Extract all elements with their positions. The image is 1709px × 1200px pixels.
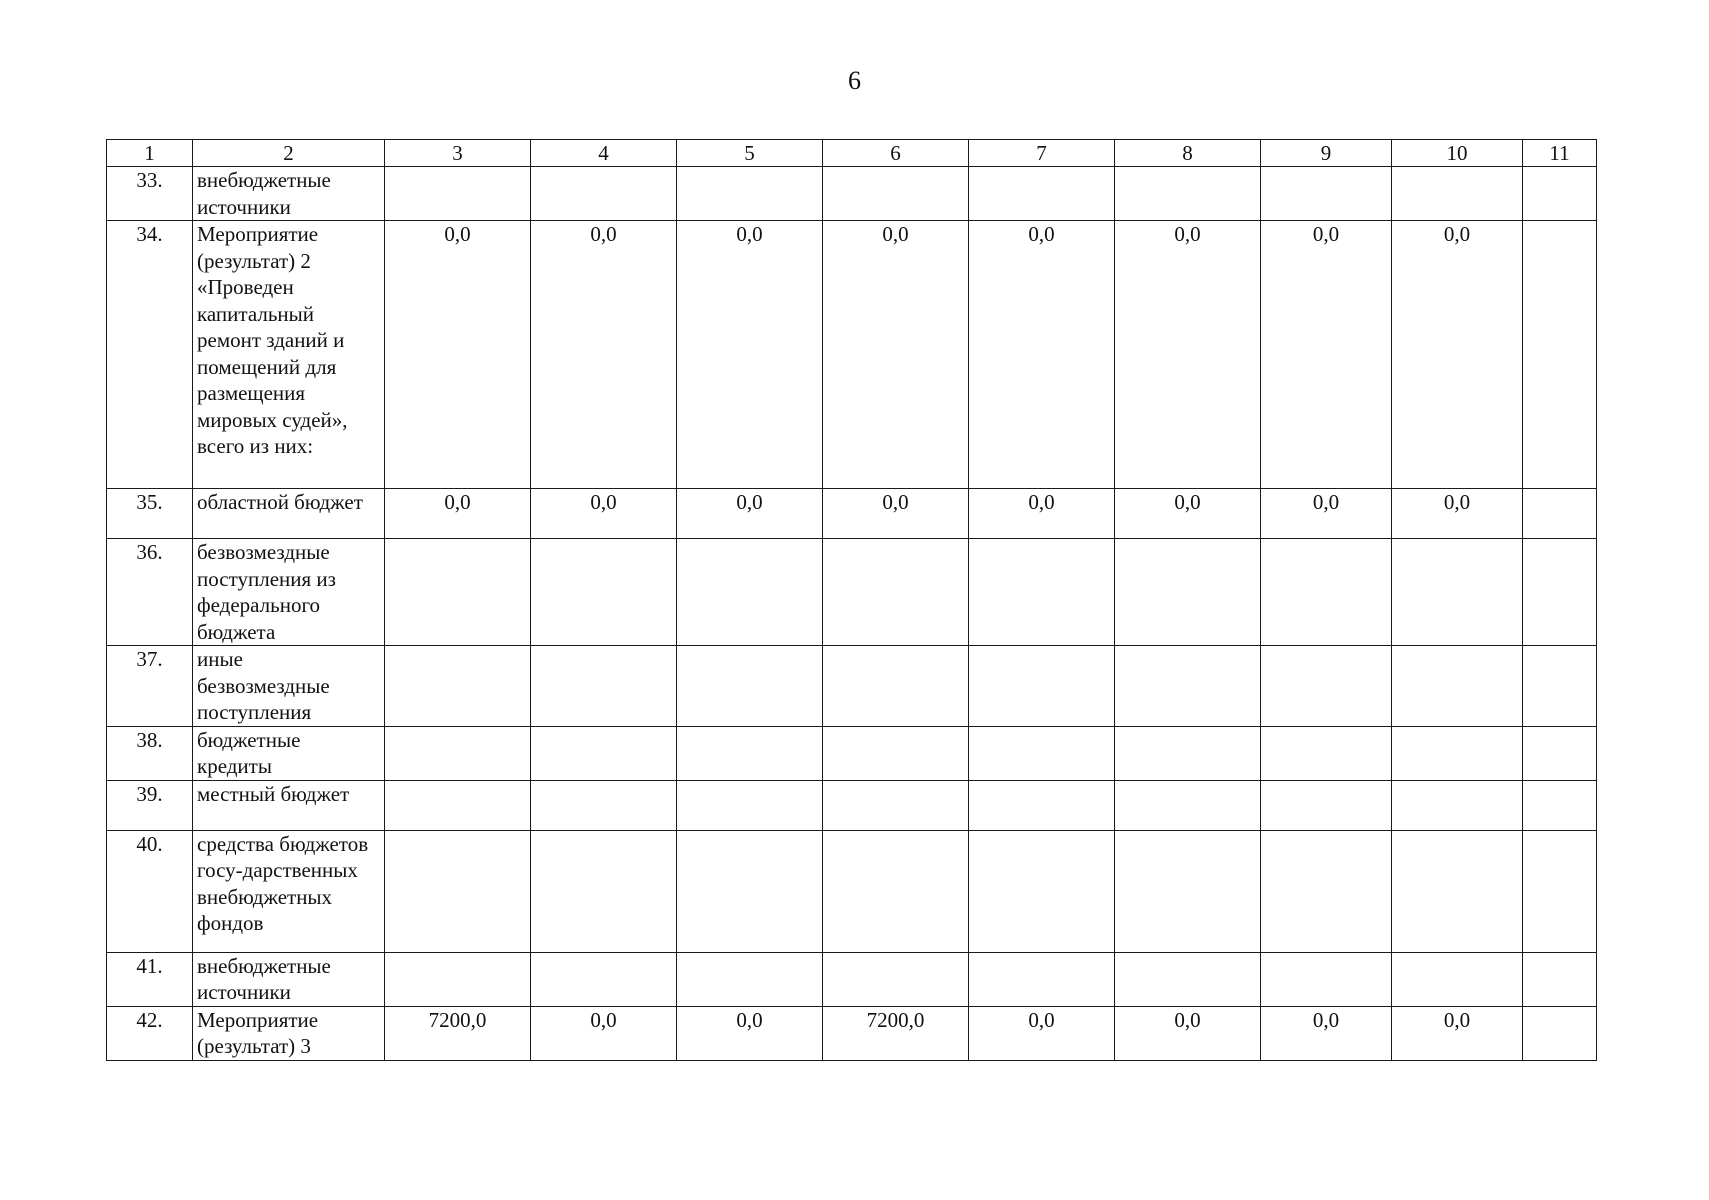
row-value-col-9 xyxy=(1261,726,1392,780)
row-label: местный бюджет xyxy=(193,780,385,830)
row-value-col-6: 7200,0 xyxy=(823,1006,969,1060)
row-label: иные безвозмездные поступления xyxy=(193,646,385,727)
table-row xyxy=(107,489,1597,539)
row-value-col-4 xyxy=(531,646,677,727)
row-value-col-10 xyxy=(1392,539,1523,646)
row-value-col-5 xyxy=(677,830,823,952)
row-value-col-6: 0,0 xyxy=(823,489,969,539)
row-value-col-10 xyxy=(1392,646,1523,727)
row-value-col-11 xyxy=(1523,489,1597,539)
row-value-col-11 xyxy=(1523,1006,1597,1060)
row-value-col-10 xyxy=(1392,830,1523,952)
column-header: 1 xyxy=(107,140,193,167)
budget-table xyxy=(106,139,1597,1061)
row-value-col-6 xyxy=(823,646,969,727)
row-label: Мероприятие (результат) 3 xyxy=(193,1006,385,1060)
row-value-col-6 xyxy=(823,952,969,1006)
row-value-col-3: 0,0 xyxy=(385,221,531,489)
table-row xyxy=(107,539,1597,646)
row-value-col-4 xyxy=(531,167,677,221)
row-value-col-3 xyxy=(385,539,531,646)
row-value-col-5 xyxy=(677,952,823,1006)
row-value-col-3: 0,0 xyxy=(385,489,531,539)
row-value-col-6: 0,0 xyxy=(823,221,969,489)
row-value-col-7 xyxy=(969,167,1115,221)
row-value-col-7 xyxy=(969,726,1115,780)
row-value-col-6 xyxy=(823,539,969,646)
table-row xyxy=(107,952,1597,1006)
table-header-row xyxy=(107,140,1597,167)
row-value-col-9 xyxy=(1261,780,1392,830)
row-value-col-3 xyxy=(385,726,531,780)
column-header: 7 xyxy=(969,140,1115,167)
row-value-col-4 xyxy=(531,830,677,952)
row-number: 37. xyxy=(107,646,193,727)
table-row xyxy=(107,780,1597,830)
row-value-col-4: 0,0 xyxy=(531,489,677,539)
row-value-col-10: 0,0 xyxy=(1392,221,1523,489)
row-value-col-11 xyxy=(1523,830,1597,952)
row-value-col-3 xyxy=(385,952,531,1006)
row-value-col-9 xyxy=(1261,167,1392,221)
table-row xyxy=(107,830,1597,952)
table-body xyxy=(107,167,1597,1061)
row-value-col-5 xyxy=(677,780,823,830)
row-value-col-11 xyxy=(1523,539,1597,646)
row-value-col-3 xyxy=(385,167,531,221)
table-row xyxy=(107,167,1597,221)
row-value-col-7 xyxy=(969,646,1115,727)
row-value-col-5 xyxy=(677,539,823,646)
row-value-col-8: 0,0 xyxy=(1115,1006,1261,1060)
row-value-col-4 xyxy=(531,539,677,646)
page-number: 6 xyxy=(848,66,861,95)
column-header: 8 xyxy=(1115,140,1261,167)
row-number: 33. xyxy=(107,167,193,221)
row-value-col-8 xyxy=(1115,952,1261,1006)
row-value-col-11 xyxy=(1523,780,1597,830)
row-value-col-10: 0,0 xyxy=(1392,489,1523,539)
row-value-col-6 xyxy=(823,830,969,952)
table-row xyxy=(107,1006,1597,1060)
row-value-col-9 xyxy=(1261,539,1392,646)
row-number: 35. xyxy=(107,489,193,539)
row-value-col-3 xyxy=(385,646,531,727)
table-row xyxy=(107,646,1597,727)
row-value-col-7: 0,0 xyxy=(969,221,1115,489)
row-value-col-3 xyxy=(385,780,531,830)
row-number: 38. xyxy=(107,726,193,780)
row-number: 42. xyxy=(107,1006,193,1060)
row-value-col-9 xyxy=(1261,646,1392,727)
row-value-col-11 xyxy=(1523,952,1597,1006)
row-value-col-11 xyxy=(1523,726,1597,780)
row-number: 41. xyxy=(107,952,193,1006)
table-row xyxy=(107,726,1597,780)
column-header: 5 xyxy=(677,140,823,167)
row-value-col-9 xyxy=(1261,830,1392,952)
row-value-col-8 xyxy=(1115,539,1261,646)
row-value-col-7 xyxy=(969,539,1115,646)
row-label: бюджетные кредиты xyxy=(193,726,385,780)
row-value-col-3: 7200,0 xyxy=(385,1006,531,1060)
row-value-col-9: 0,0 xyxy=(1261,221,1392,489)
row-value-col-7 xyxy=(969,952,1115,1006)
row-value-col-10 xyxy=(1392,167,1523,221)
row-value-col-11 xyxy=(1523,221,1597,489)
row-value-col-8: 0,0 xyxy=(1115,221,1261,489)
column-header: 4 xyxy=(531,140,677,167)
row-value-col-8 xyxy=(1115,646,1261,727)
row-value-col-4 xyxy=(531,780,677,830)
row-number: 36. xyxy=(107,539,193,646)
row-value-col-10 xyxy=(1392,952,1523,1006)
column-header: 9 xyxy=(1261,140,1392,167)
row-value-col-4 xyxy=(531,726,677,780)
row-label: безвозмездные поступления из федерального бюджета xyxy=(193,539,385,646)
row-label: внебюджетные источники xyxy=(193,952,385,1006)
row-value-col-8 xyxy=(1115,780,1261,830)
row-value-col-11 xyxy=(1523,646,1597,727)
row-value-col-5 xyxy=(677,167,823,221)
row-label: внебюджетные источники xyxy=(193,167,385,221)
row-value-col-8: 0,0 xyxy=(1115,489,1261,539)
column-header: 10 xyxy=(1392,140,1523,167)
row-value-col-10: 0,0 xyxy=(1392,1006,1523,1060)
row-value-col-5: 0,0 xyxy=(677,489,823,539)
row-value-col-7 xyxy=(969,830,1115,952)
row-value-col-10 xyxy=(1392,726,1523,780)
column-header: 3 xyxy=(385,140,531,167)
row-value-col-5 xyxy=(677,646,823,727)
row-label: областной бюджет xyxy=(193,489,385,539)
row-value-col-9: 0,0 xyxy=(1261,489,1392,539)
row-number: 34. xyxy=(107,221,193,489)
row-value-col-3 xyxy=(385,830,531,952)
row-value-col-7 xyxy=(969,780,1115,830)
row-value-col-4: 0,0 xyxy=(531,221,677,489)
row-value-col-10 xyxy=(1392,780,1523,830)
column-header: 6 xyxy=(823,140,969,167)
row-value-col-6 xyxy=(823,167,969,221)
row-value-col-8 xyxy=(1115,167,1261,221)
table-row xyxy=(107,221,1597,489)
row-value-col-11 xyxy=(1523,167,1597,221)
row-value-col-5: 0,0 xyxy=(677,221,823,489)
row-value-col-5 xyxy=(677,726,823,780)
row-value-col-8 xyxy=(1115,726,1261,780)
column-header: 11 xyxy=(1523,140,1597,167)
row-value-col-9: 0,0 xyxy=(1261,1006,1392,1060)
row-value-col-5: 0,0 xyxy=(677,1006,823,1060)
row-value-col-8 xyxy=(1115,830,1261,952)
row-number: 40. xyxy=(107,830,193,952)
row-value-col-6 xyxy=(823,780,969,830)
row-value-col-9 xyxy=(1261,952,1392,1006)
row-label: средства бюджетов госу-дарственных внебюджетных фондов xyxy=(193,830,385,952)
column-header: 2 xyxy=(193,140,385,167)
row-value-col-7: 0,0 xyxy=(969,1006,1115,1060)
row-value-col-4: 0,0 xyxy=(531,1006,677,1060)
row-value-col-7: 0,0 xyxy=(969,489,1115,539)
row-number: 39. xyxy=(107,780,193,830)
row-value-col-4 xyxy=(531,952,677,1006)
row-label: Мероприятие (результат) 2 «Проведен капитальный ремонт зданий и помещений для размещения мировых судей», всего из них: xyxy=(193,221,385,489)
row-value-col-6 xyxy=(823,726,969,780)
